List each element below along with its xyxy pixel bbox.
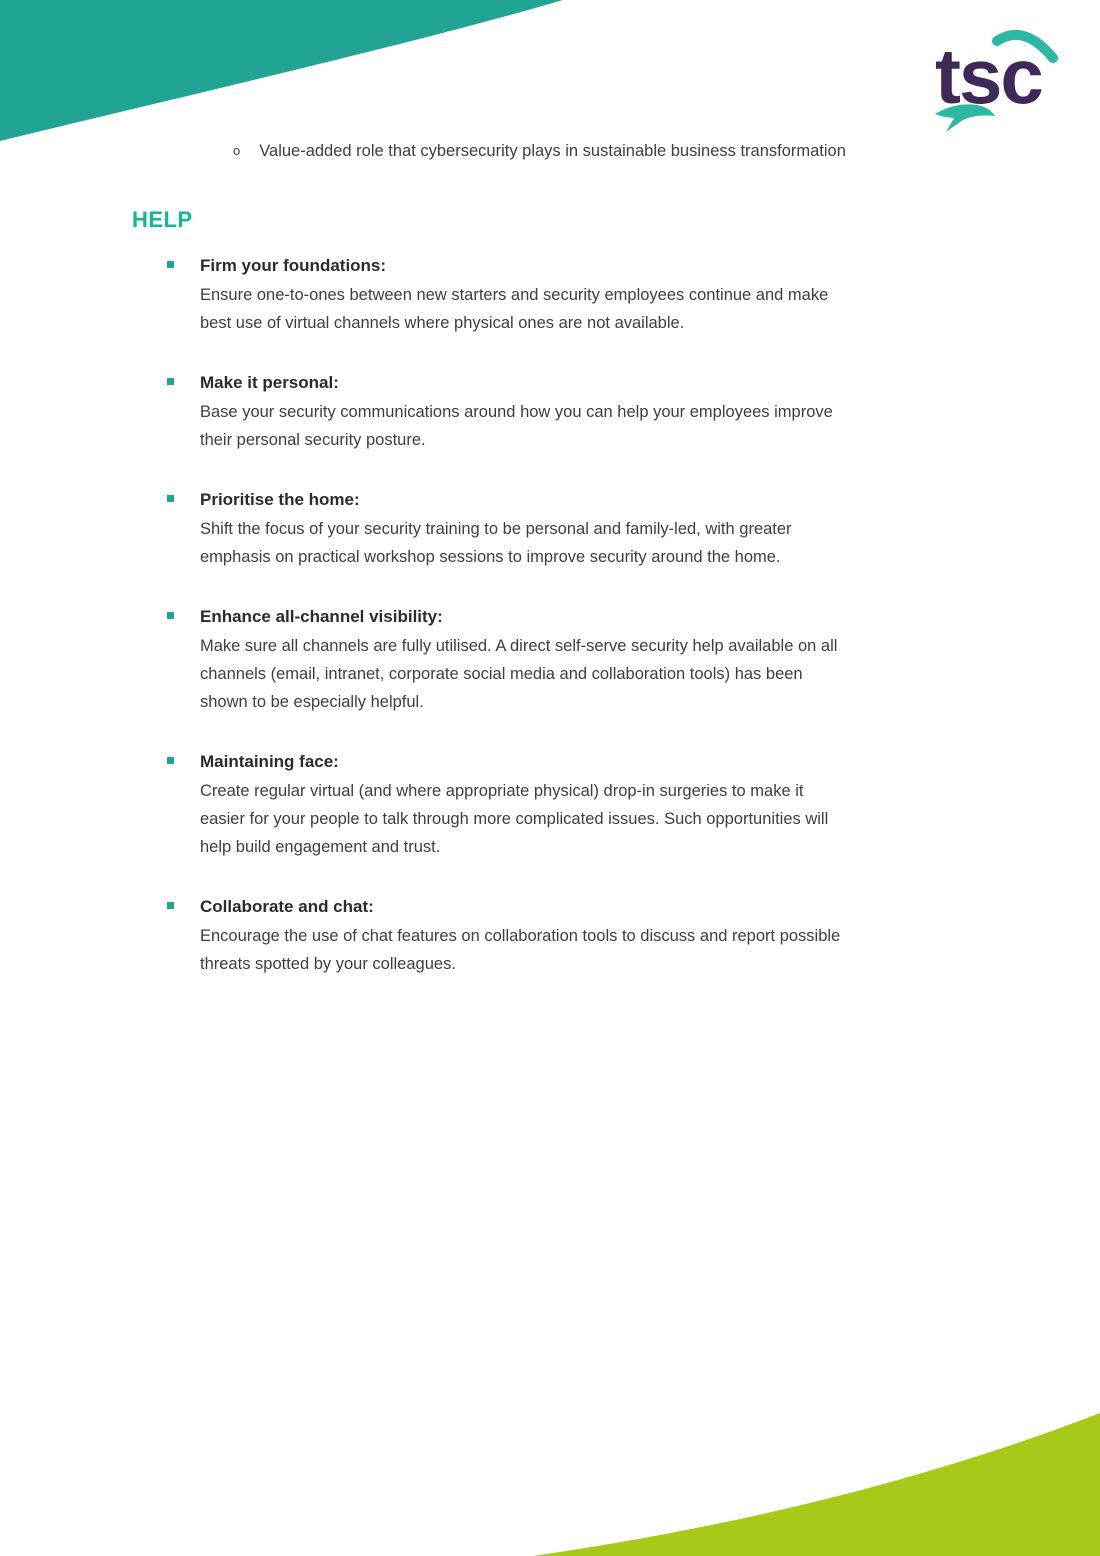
list-item xyxy=(200,892,970,978)
tsc-logo-text: tsc xyxy=(935,32,1042,120)
circle-bullet-marker: o xyxy=(233,143,241,158)
list-item xyxy=(200,485,970,571)
square-bullet-icon xyxy=(167,902,174,909)
list-item-line: help build engagement and trust. xyxy=(200,838,441,856)
bottom-right-swoosh-graphic xyxy=(0,1400,1100,1556)
list-item-line: Create regular virtual (and where appropriate physical) drop-in surgeries to make it xyxy=(200,782,804,800)
square-bullet-icon xyxy=(167,757,174,764)
list-item-line: channels (email, intranet, corporate social media and collaboration tools) has been xyxy=(200,665,803,683)
list-item-line: shown to be especially helpful. xyxy=(200,693,424,711)
list-item-line: Make sure all channels are fully utilised. A direct self-serve security help available on all xyxy=(200,637,838,655)
list-item-title: Firm your foundations: xyxy=(200,256,387,275)
list-item-line: Encourage the use of chat features on collaboration tools to discuss and report possible xyxy=(200,927,841,945)
square-bullet-icon xyxy=(167,378,174,385)
list-item xyxy=(200,747,970,861)
list-item xyxy=(200,602,970,716)
list-item-title: Make it personal: xyxy=(200,373,339,392)
square-bullet-icon xyxy=(167,612,174,619)
list-item-line: emphasis on practical workshop sessions to improve security around the home. xyxy=(200,548,781,566)
intro-bullet-text: Value-added role that cybersecurity plays in sustainable business transformation xyxy=(259,142,846,160)
list-item-title: Collaborate and chat: xyxy=(200,897,374,916)
list-item xyxy=(200,368,970,454)
list-item-line: Base your security communications around how you can help your employees improve xyxy=(200,403,833,421)
tsc-logo xyxy=(933,26,1065,140)
intro-bullet xyxy=(233,140,846,162)
list-item-line: Ensure one-to-ones between new starters and security employees continue and make xyxy=(200,286,829,304)
top-left-swoosh-graphic xyxy=(0,0,580,150)
list-item-line: easier for your people to talk through more complicated issues. Such opportunities will xyxy=(200,810,829,828)
list-item xyxy=(200,251,970,337)
help-list xyxy=(200,251,970,1009)
section-heading-help: HELP xyxy=(132,207,193,232)
list-item-title: Enhance all-channel visibility: xyxy=(200,607,443,626)
list-item-line: their personal security posture. xyxy=(200,431,426,449)
square-bullet-icon xyxy=(167,495,174,502)
list-item-line: threats spotted by your colleagues. xyxy=(200,955,456,973)
list-item-line: best use of virtual channels where physical ones are not available. xyxy=(200,314,685,332)
list-item-title: Maintaining face: xyxy=(200,752,339,771)
list-item-line: Shift the focus of your security training to be personal and family-led, with greater xyxy=(200,520,792,538)
square-bullet-icon xyxy=(167,261,174,268)
list-item-title: Prioritise the home: xyxy=(200,490,360,509)
